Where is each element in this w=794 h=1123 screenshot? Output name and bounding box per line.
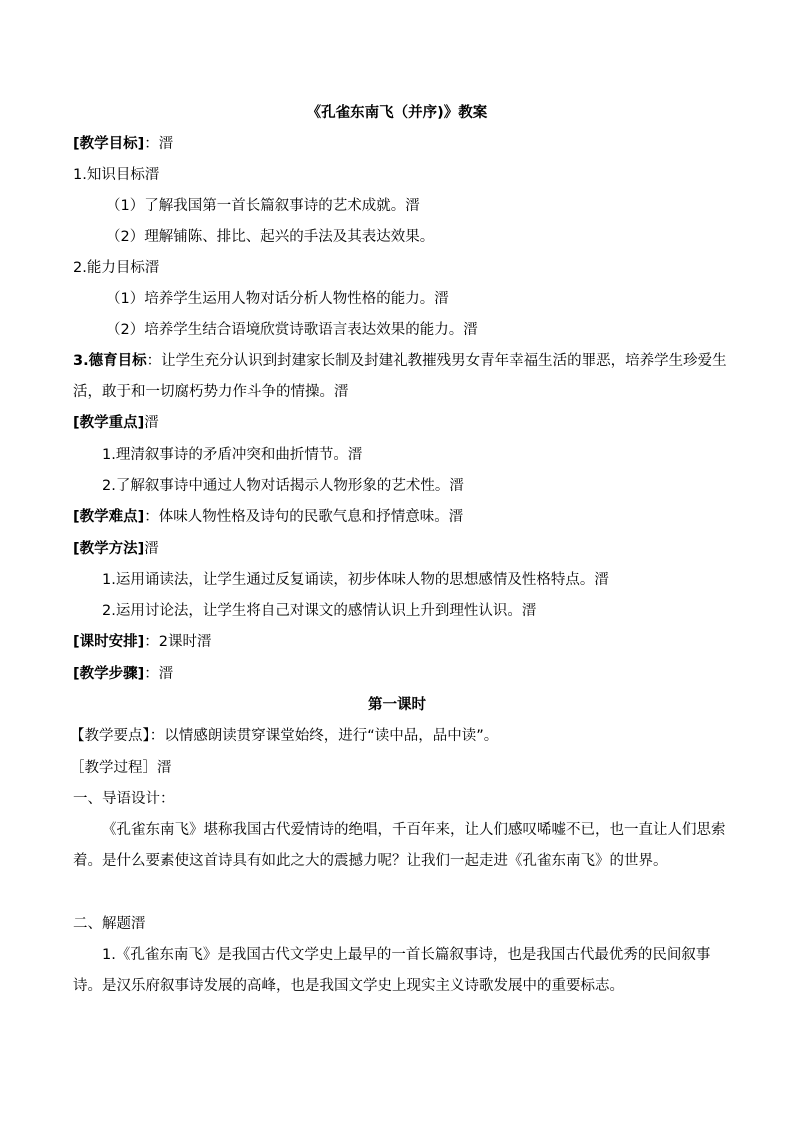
ability-heading: 2.能力目标 (73, 260, 145, 276)
paragraph-mark: 溍 (157, 760, 172, 776)
intro-heading-line (73, 787, 736, 811)
key-point-text: 2.了解叙事诗中通过人物对话揭示人物形象的艺术性。 (102, 478, 450, 494)
knowledge-item-text: （2）理解铺陈、排比、起兴的手法及其表达效果。 (106, 229, 435, 245)
method-text: 2.运用讨论法，让学生将自己对课文的感情认识上升到理性认识。 (102, 603, 522, 619)
method-2 (102, 599, 736, 623)
difficulty-text: ：体味人物性格及诗句的民歌气息和抒情意味。 (144, 509, 449, 525)
process-heading-line (70, 756, 736, 780)
paragraph-mark: 溍 (405, 198, 420, 214)
knowledge-item-text: （1）了解我国第一首长篇叙事诗的艺术成就。 (106, 198, 406, 214)
lesson-key-text: ：以情感朗读贯穿课堂始终，进行“读中品，品中读”。 (149, 728, 499, 744)
document-title (0, 101, 794, 125)
objectives-line (73, 132, 736, 156)
method-1 (102, 568, 736, 592)
paragraph-mark: 溍 (144, 167, 160, 183)
paragraph-mark: 溍 (448, 509, 464, 525)
paragraph-mark: 溍 (434, 291, 449, 307)
knowledge-heading-line (73, 163, 736, 187)
paragraph-mark: 溍 (334, 384, 349, 400)
difficulty-heading: [教学难点] (73, 509, 145, 525)
paragraph-mark: 溍 (347, 447, 363, 463)
key-point-1 (102, 443, 736, 467)
lesson-key-label: 【教学要点】 (70, 728, 150, 744)
paragraph-mark: 溍 (144, 541, 159, 557)
steps-suffix: ：溍 (144, 666, 174, 682)
key-points-heading: [教学重点] (73, 415, 145, 431)
moral-text: ：让学生充分认识到封建家长制及封建礼教摧残男女青年幸福生活的罪恶，培养学生珍爱生活，敢于和一切腐朽势力作斗争的情操。 (73, 353, 727, 400)
lesson-title (0, 693, 794, 717)
explain-text: 1.《孔雀东南飞》是我国古代文学史上最早的一首长篇叙事诗，也是我国古代最优秀的民间叙事诗。是汉乐府叙事诗发展的高峰，也是我国文学史上现实主义诗歌发展中的重要标志。 (73, 947, 711, 994)
paragraph-mark: 溍 (144, 260, 160, 276)
schedule-text: ：2课时 (144, 634, 197, 650)
ability-heading-line (73, 256, 736, 280)
knowledge-item-1 (106, 194, 736, 218)
paragraph-mark: 溍 (144, 415, 159, 431)
knowledge-item-2 (106, 225, 736, 249)
method-heading-line (73, 537, 736, 561)
method-heading: [教学方法] (73, 541, 145, 557)
ability-item-1 (106, 287, 736, 311)
lesson-title-text: 第一课时 (368, 697, 426, 713)
objectives-heading: [教学目标] (73, 136, 145, 152)
steps-heading: [教学步骤] (73, 666, 145, 682)
explain-heading-line (73, 912, 736, 936)
schedule-line (73, 630, 736, 654)
explain-heading: 二、解题 (73, 916, 131, 932)
ability-item-text: （2）培养学生结合语境欣赏诗歌语言表达效果的能力。 (106, 322, 464, 338)
intro-paragraph (73, 815, 736, 877)
difficulty-line (73, 505, 736, 529)
ability-item-text: （1）培养学生运用人物对话分析人物性格的能力。 (106, 291, 435, 307)
document-title-text: 《孔雀东南飞（并序)》教案 (306, 105, 488, 121)
process-heading: ［教学过程］ (70, 760, 157, 776)
intro-text: 《孔雀东南飞》堪称我国古代爱情诗的绝唱，千百年来，让人们感叹唏嘘不已，也一直让人们思索着。是什么要素使这首诗具有如此之大的震撼力呢？让我们一起走进《孔雀东南飞》的世界。 (73, 822, 726, 869)
knowledge-heading: 1.知识目标 (73, 167, 145, 183)
moral-paragraph (73, 346, 736, 408)
intro-heading: 一、导语设计： (73, 791, 175, 807)
schedule-heading: [课时安排] (73, 634, 145, 650)
lesson-key-line (70, 724, 736, 748)
key-point-text: 1.理清叙事诗的矛盾冲突和曲折情节。 (102, 447, 348, 463)
paragraph-mark: 溍 (521, 603, 537, 619)
paragraph-mark: 溍 (449, 478, 464, 494)
paragraph-mark: 溍 (197, 634, 212, 650)
method-text: 1.运用诵读法，让学生通过反复诵读，初步体味人物的思想感情及性格特点。 (102, 572, 595, 588)
explain-paragraph (73, 940, 736, 1002)
moral-heading: 3.德育目标 (73, 353, 147, 369)
paragraph-mark: 溍 (463, 322, 478, 338)
paragraph-mark: 溍 (131, 916, 146, 932)
key-point-2 (102, 474, 736, 498)
steps-line (73, 662, 736, 686)
paragraph-mark: 溍 (594, 572, 609, 588)
key-points-heading-line (73, 411, 736, 435)
objectives-suffix: ：溍 (144, 136, 174, 152)
ability-item-2 (106, 318, 736, 342)
